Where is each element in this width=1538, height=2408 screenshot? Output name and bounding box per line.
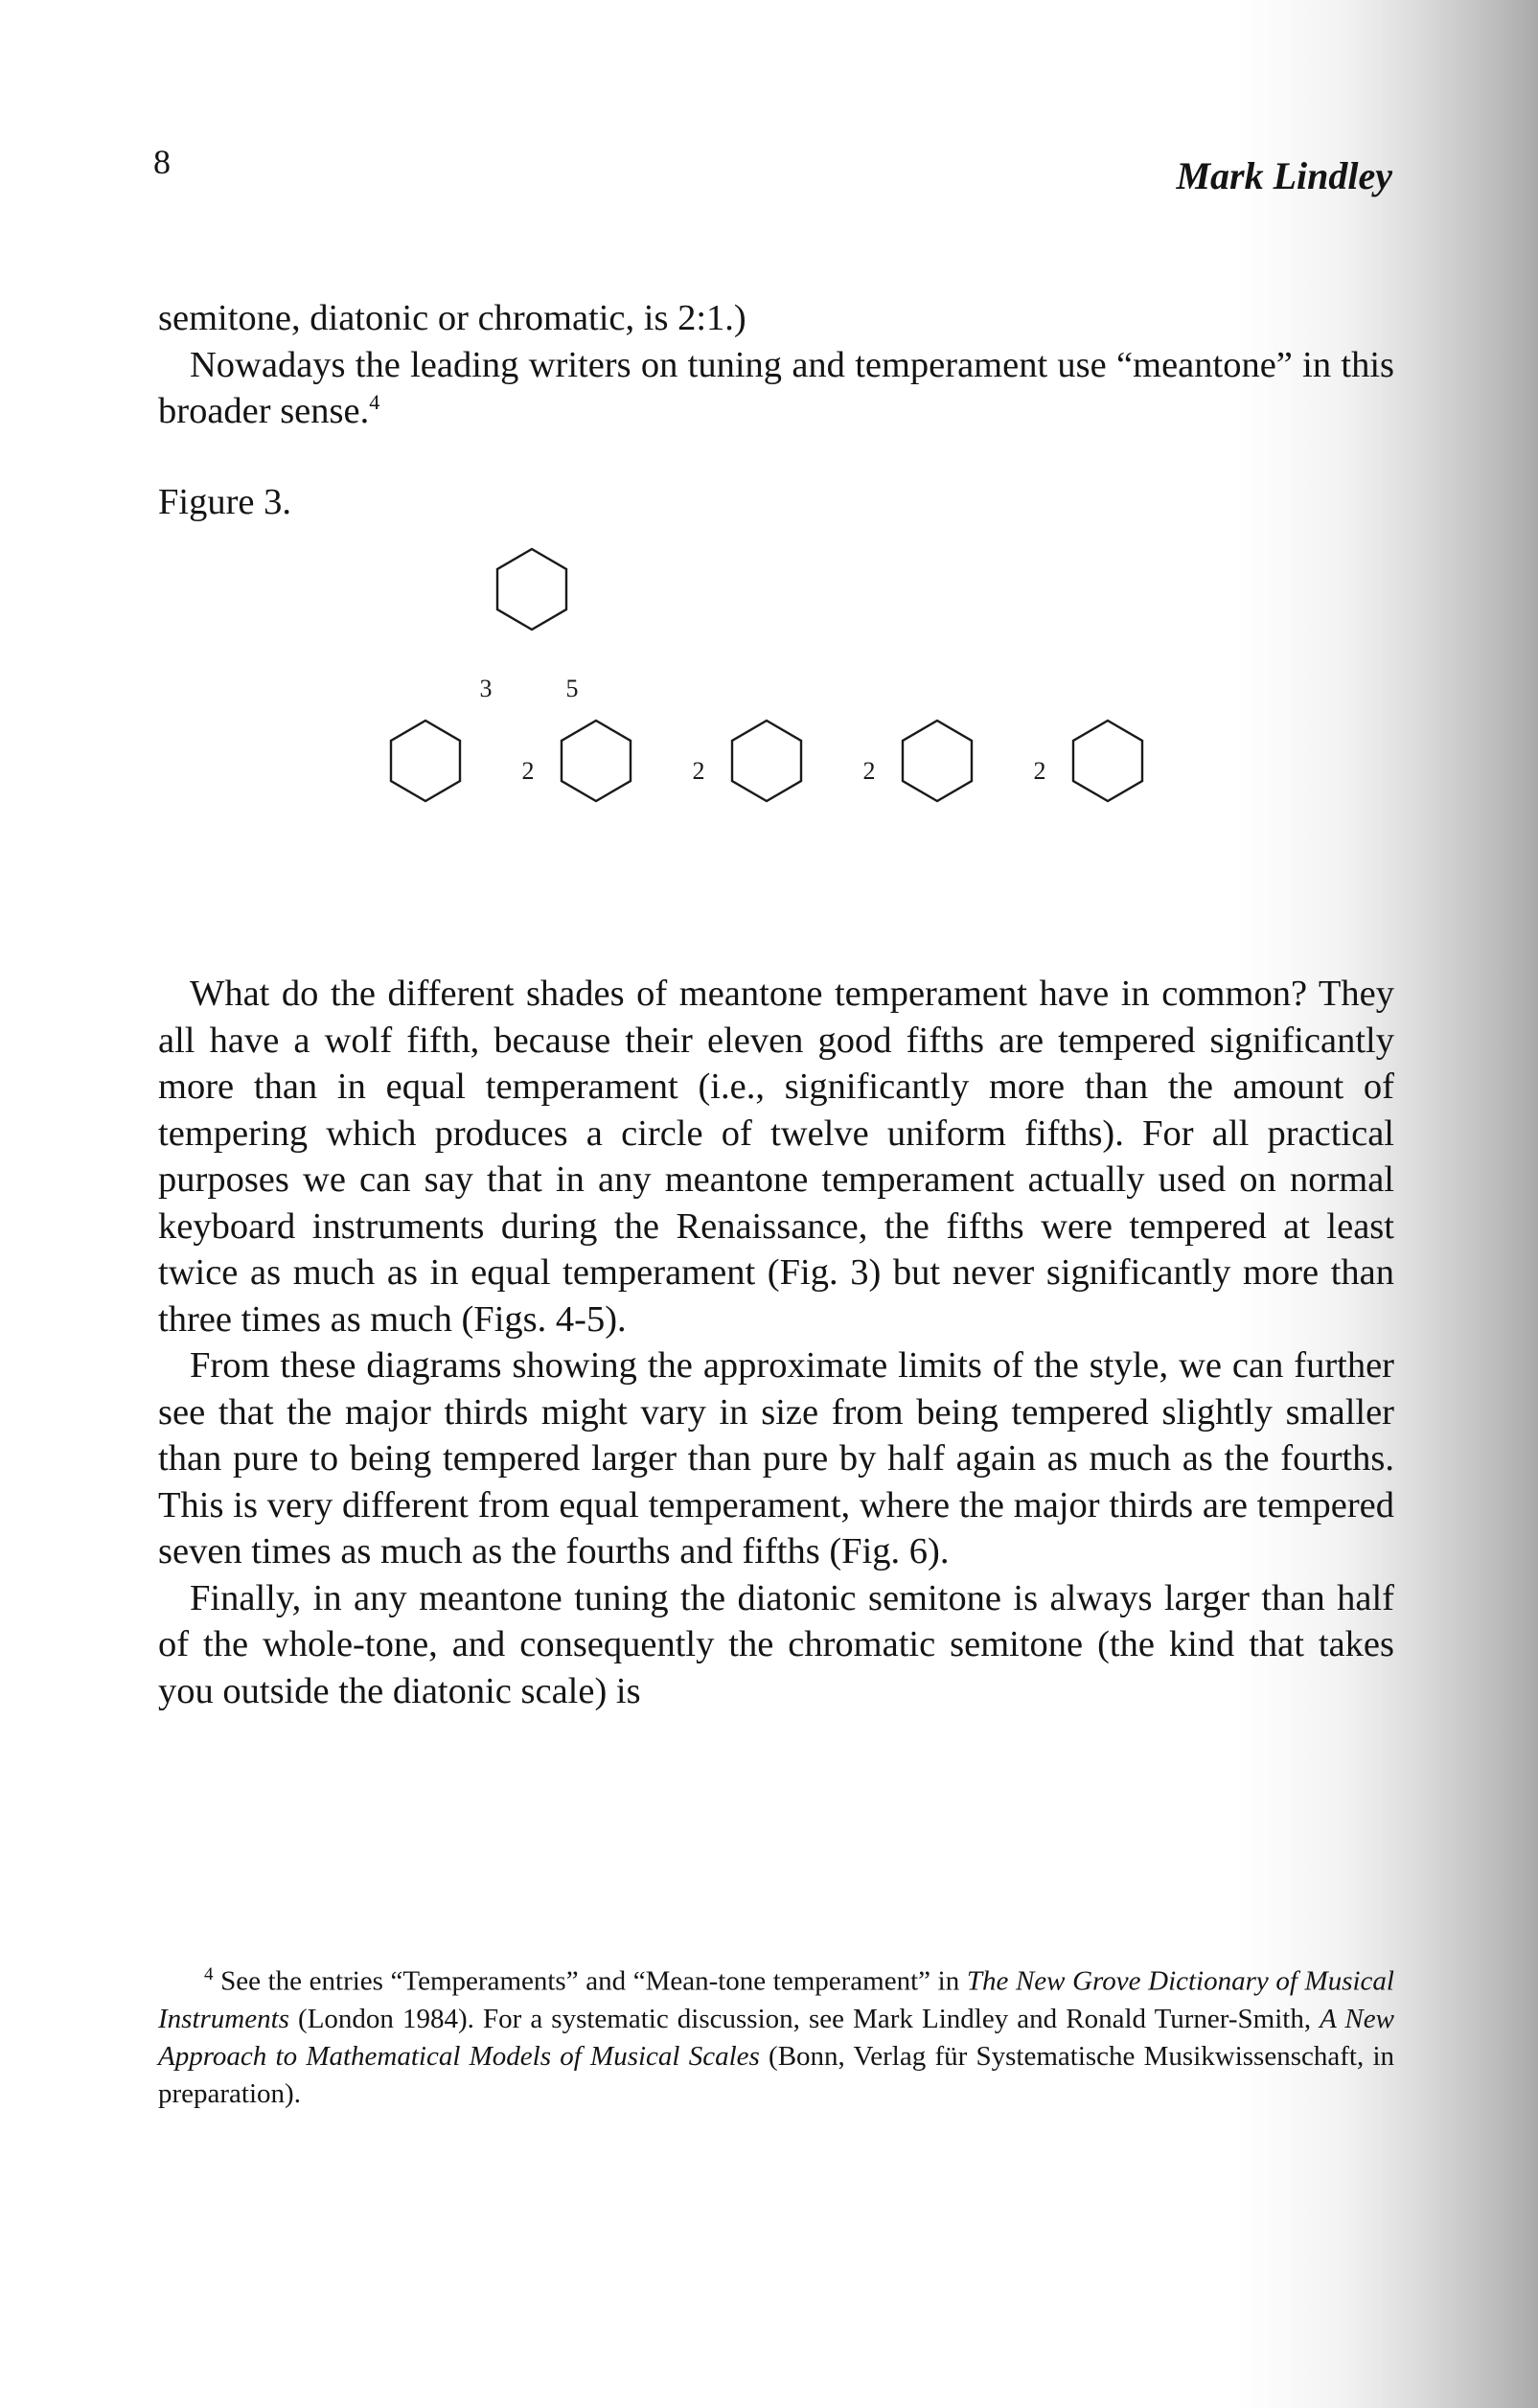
hexagon-1 [391, 721, 460, 801]
footnote-text-2: (London 1984). For a systematic discussion, see Mark Lindley and Ronald Turner-Smith, [288, 2003, 1320, 2034]
footnote-title-2: A New Approach to Mathematical Models of Musical Scales [158, 2003, 1394, 2072]
footnote-title-1: The New Grove Dictionary of Musical Instruments [158, 1965, 1394, 2034]
figure-caption: Figure 3. [158, 482, 292, 522]
page-number: 8 [153, 143, 171, 181]
hexagon-3 [732, 721, 801, 801]
hexagon-4 [903, 721, 972, 801]
intro-line: semitone, diatonic or chromatic, is 2:1.) [158, 298, 746, 338]
interval-label-4: 2 [1033, 757, 1046, 785]
interval-label-3: 2 [862, 757, 876, 785]
footnote-ref: 4 [369, 390, 380, 415]
interval-label-2: 2 [692, 757, 705, 785]
intro-text [158, 295, 1394, 435]
footnote-4 [158, 1956, 1394, 2113]
footnote-marker: 4 [204, 1964, 214, 1984]
main-text [158, 971, 1394, 1714]
paragraph-1: What do the different shades of meantone temperament have in common? They all have a wolf fifth, because their eleven good fifths are tempered significantly more than in equal temperament (i.e., significantly more than the amount of tempering which produces a circle of twelve uniform fifths). For all practical purposes we can say that in any meantone temperament actually used on normal keyboard instruments during the Renaissance, the fifths were tempered at least twice as much as in equal temperament (Fig. 3) but never significantly more than three times as much (Figs. 4-5). [158, 974, 1394, 1340]
footnote-text-3: (Bonn, Verlag für Systematische Musikwissenschaft, in preparation). [158, 2040, 1395, 2109]
running-head-author: Mark Lindley [1176, 154, 1392, 197]
hexagon-2 [562, 721, 631, 801]
hexagon-top [497, 549, 566, 630]
label-3: 3 [479, 675, 493, 702]
hexagon-5 [1073, 721, 1142, 801]
interval-label-1: 2 [521, 757, 535, 785]
paragraph-2: From these diagrams showing the approximate limits of the style, we can further see that the major thirds might vary in size from being tempered slightly smaller than pure to being tempered larger than pure by half again as much as the fourths. This is very different from equal temperament, where the major thirds are tempered seven times as much as the fourths and fifths (Fig. 6). [158, 1345, 1394, 1571]
paragraph-3: Finally, in any meantone tuning the diatonic semitone is always larger than half of the whole-tone, and consequently the chromatic semitone (the kind that takes you outside the diatonic scale) is [158, 1577, 1394, 1711]
figure-3-diagram [383, 537, 1227, 853]
intro-paragraph [158, 342, 1394, 435]
intro-paragraph-text: Nowadays the leading writers on tuning and temperament use “meantone” in this broader sense. [158, 344, 1394, 431]
label-5: 5 [565, 675, 579, 702]
footnote-text-1: See the entries “Temperaments” and “Mean-tone temperament” in [213, 1965, 967, 1997]
